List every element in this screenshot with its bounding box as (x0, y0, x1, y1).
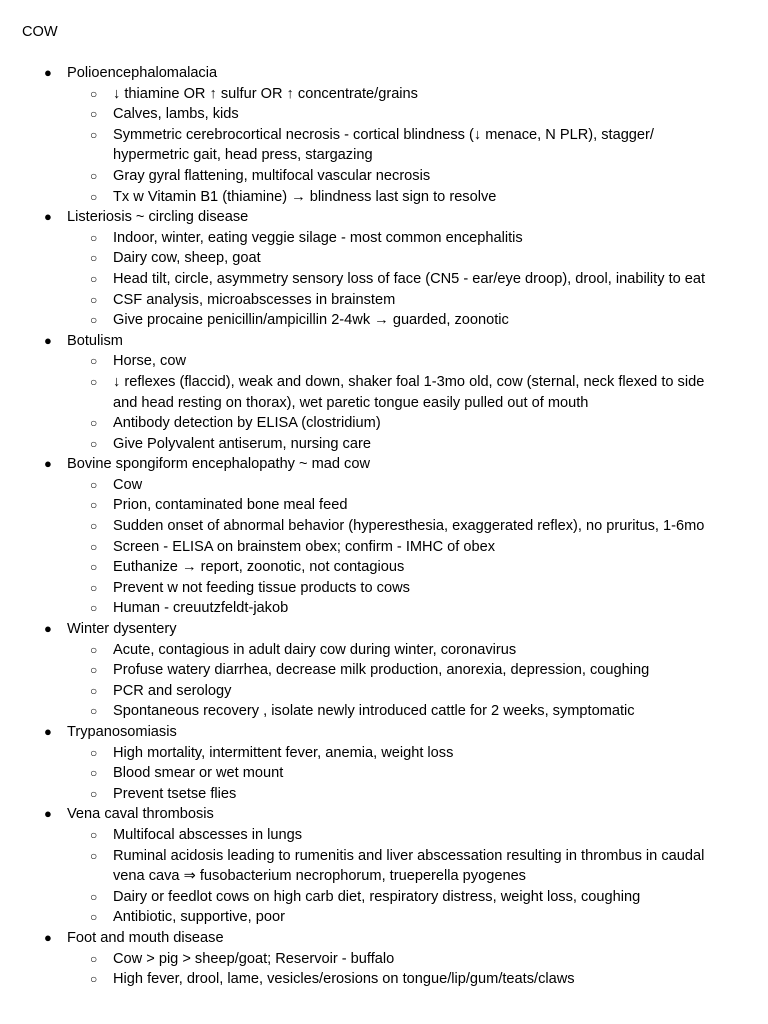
point-text: CSF analysis, microabscesses in brainstem (113, 291, 396, 308)
point-text: Prion, contaminated bone meal feed (113, 497, 348, 514)
point-text: Screen - ELISA on brainstem obex; confirm - IMHC of obex (113, 538, 496, 555)
topic-heading: Polioencephalomalacia (67, 65, 218, 81)
point-item (67, 949, 725, 970)
point-text: Horse, cow (113, 353, 186, 370)
circle-bullet-icon: ○ (90, 292, 98, 307)
circle-bullet-icon: ○ (90, 477, 98, 492)
point-item (67, 743, 725, 764)
circle-bullet-icon: ○ (90, 601, 98, 616)
point-item (67, 763, 725, 784)
point-item (67, 784, 725, 805)
point-item (67, 887, 725, 908)
bullet-icon: ● (44, 929, 52, 945)
point-text: Give procaine penicillin/ampicillin 2-4wk → guarded, zoonotic (113, 312, 509, 329)
point-item (67, 557, 725, 578)
point-item (67, 434, 725, 455)
point-item (67, 248, 725, 269)
topic-heading: Foot and mouth disease (67, 929, 224, 946)
circle-bullet-icon: ○ (90, 189, 98, 204)
point-item (67, 825, 725, 846)
circle-bullet-icon: ○ (90, 951, 98, 966)
point-item (67, 969, 725, 990)
point-text: Gray gyral flattening, multifocal vascular necrosis (113, 167, 431, 184)
point-text: Acute, contagious in adult dairy cow during winter, coronavirus (113, 641, 517, 658)
point-item (67, 166, 725, 187)
point-text: Blood smear or wet mount (113, 765, 284, 782)
point-item (67, 537, 725, 558)
topic-item (0, 454, 768, 619)
circle-bullet-icon: ○ (90, 498, 98, 513)
point-item (67, 351, 725, 372)
circle-bullet-icon: ○ (90, 745, 98, 760)
point-text: Symmetric cerebrocortical necrosis - cortical blindness (↓ menace, N PLR), stagger/ hypermetric gait, head press, stargazing (113, 126, 654, 164)
point-text: ↓ reflexes (flaccid), weak and down, shaker foal 1-3mo old, cow (sternal, neck flexed to side and head resting on thorax), wet paretic tongue easily pulled out of mouth (113, 373, 705, 411)
circle-bullet-icon: ○ (90, 539, 98, 554)
bullet-icon: ● (44, 332, 52, 348)
circle-bullet-icon: ○ (90, 972, 98, 987)
circle-bullet-icon: ○ (90, 766, 98, 781)
topic-heading: Winter dysentery (67, 621, 177, 638)
point-text: Ruminal acidosis leading to rumenitis and liver abscessation resulting in thrombus in caudal vena cava ⇒ fusobacterium necrophorum, trueperella pyogenes (113, 847, 705, 885)
point-text: ↓ thiamine OR ↑ sulfur OR ↑ concentrate/grains (113, 85, 418, 102)
point-item (67, 310, 725, 331)
circle-bullet-icon: ○ (90, 910, 98, 925)
circle-bullet-icon: ○ (90, 374, 98, 389)
point-text: Calves, lambs, kids (113, 106, 239, 123)
point-text: Euthanize → report, zoonotic, not contagious (113, 559, 405, 576)
point-item (67, 846, 725, 887)
point-text: Spontaneous recovery , isolate newly introduced cattle for 2 weeks, symptomatic (113, 703, 635, 720)
point-text: Multifocal abscesses in lungs (113, 826, 302, 843)
point-list (67, 640, 768, 722)
circle-bullet-icon: ○ (90, 683, 98, 698)
point-list (67, 475, 768, 619)
topic-item (0, 928, 768, 990)
point-item (67, 495, 725, 516)
point-text: Prevent w not feeding tissue products to cows (113, 579, 410, 596)
circle-bullet-icon: ○ (90, 663, 98, 678)
point-item (67, 681, 725, 702)
point-item (67, 290, 725, 311)
bullet-icon: ● (44, 621, 52, 637)
point-item (67, 516, 725, 537)
point-text: High mortality, intermittent fever, anemia, weight loss (113, 744, 454, 761)
bullet-icon: ● (44, 209, 52, 225)
point-text: Human - creuutzfeldt-jakob (113, 600, 289, 617)
point-text: Dairy or feedlot cows on high carb diet, respiratory distress, weight loss, coughing (113, 888, 641, 905)
circle-bullet-icon: ○ (90, 827, 98, 842)
topic-item (0, 331, 768, 455)
topic-heading: Botulism (67, 332, 123, 349)
circle-bullet-icon: ○ (90, 107, 98, 122)
point-text: Antibody detection by ELISA (clostridium) (113, 415, 381, 432)
point-text: Head tilt, circle, asymmetry sensory loss of face (CN5 - ear/eye droop), drool, inability to eat (113, 270, 706, 287)
point-list (67, 84, 768, 208)
topic-item (0, 619, 768, 722)
topic-item (0, 63, 768, 207)
topic-item (0, 207, 768, 331)
bullet-icon: ● (44, 724, 52, 739)
point-list (67, 743, 768, 805)
bullet-icon: ● (44, 806, 52, 822)
circle-bullet-icon: ○ (90, 86, 98, 101)
point-item (67, 907, 725, 928)
point-text: High fever, drool, lame, vesicles/erosions on tongue/lip/gum/teats/claws (113, 971, 575, 988)
point-text: Antibiotic, supportive, poor (113, 909, 285, 926)
circle-bullet-icon: ○ (90, 168, 98, 183)
circle-bullet-icon: ○ (90, 889, 98, 904)
point-item (67, 660, 725, 681)
point-item (67, 187, 725, 208)
circle-bullet-icon: ○ (90, 560, 98, 575)
circle-bullet-icon: ○ (90, 416, 98, 431)
point-text: Give Polyvalent antiserum, nursing care (113, 435, 371, 452)
circle-bullet-icon: ○ (90, 313, 98, 328)
point-text: Profuse watery diarrhea, decrease milk production, anorexia, depression, coughing (113, 662, 650, 679)
circle-bullet-icon: ○ (90, 230, 98, 245)
point-item (67, 372, 725, 413)
point-text: Cow > pig > sheep/goat; Reservoir - buffalo (113, 950, 395, 967)
point-list (67, 949, 768, 990)
point-list (67, 351, 768, 454)
bullet-icon: ● (44, 65, 52, 80)
circle-bullet-icon: ○ (90, 127, 98, 142)
point-text: Cow (113, 476, 143, 493)
point-text: Dairy cow, sheep, goat (113, 250, 261, 267)
point-item (67, 413, 725, 434)
point-text: Indoor, winter, eating veggie silage - most common encephalitis (113, 229, 523, 246)
point-item (67, 701, 725, 722)
point-item (67, 640, 725, 661)
bullet-icon: ● (44, 456, 52, 472)
point-text: PCR and serology (113, 682, 232, 699)
point-item (67, 598, 725, 619)
topic-item (0, 804, 768, 928)
point-text: Sudden onset of abnormal behavior (hyperesthesia, exaggerated reflex), no pruritus, 1-6mo (113, 518, 705, 535)
topic-heading: Trypanosomiasis (67, 724, 177, 740)
point-list (67, 228, 768, 331)
circle-bullet-icon: ○ (90, 642, 98, 657)
circle-bullet-icon: ○ (90, 580, 98, 595)
point-list (67, 825, 768, 928)
circle-bullet-icon: ○ (90, 354, 98, 369)
point-text: Prevent tsetse flies (113, 785, 237, 802)
circle-bullet-icon: ○ (90, 848, 98, 863)
point-item (67, 578, 725, 599)
circle-bullet-icon: ○ (90, 271, 98, 286)
topic-heading: Bovine spongiform encephalopathy ~ mad cow (67, 456, 371, 473)
circle-bullet-icon: ○ (90, 704, 98, 719)
circle-bullet-icon: ○ (90, 786, 98, 801)
page-title: COW (22, 24, 58, 40)
point-item (67, 104, 725, 125)
topic-list (0, 63, 768, 990)
circle-bullet-icon: ○ (90, 519, 98, 534)
circle-bullet-icon: ○ (90, 436, 98, 451)
point-item (67, 84, 725, 105)
point-item (67, 228, 725, 249)
point-item (67, 269, 725, 290)
topic-heading: Vena caval thrombosis (67, 806, 214, 823)
topic-item (0, 722, 768, 804)
topic-heading: Listeriosis ~ circling disease (67, 209, 249, 226)
point-text: Tx w Vitamin B1 (thiamine) → blindness last sign to resolve (113, 188, 497, 205)
circle-bullet-icon: ○ (90, 251, 98, 266)
point-item (67, 475, 725, 496)
point-item (67, 125, 725, 166)
